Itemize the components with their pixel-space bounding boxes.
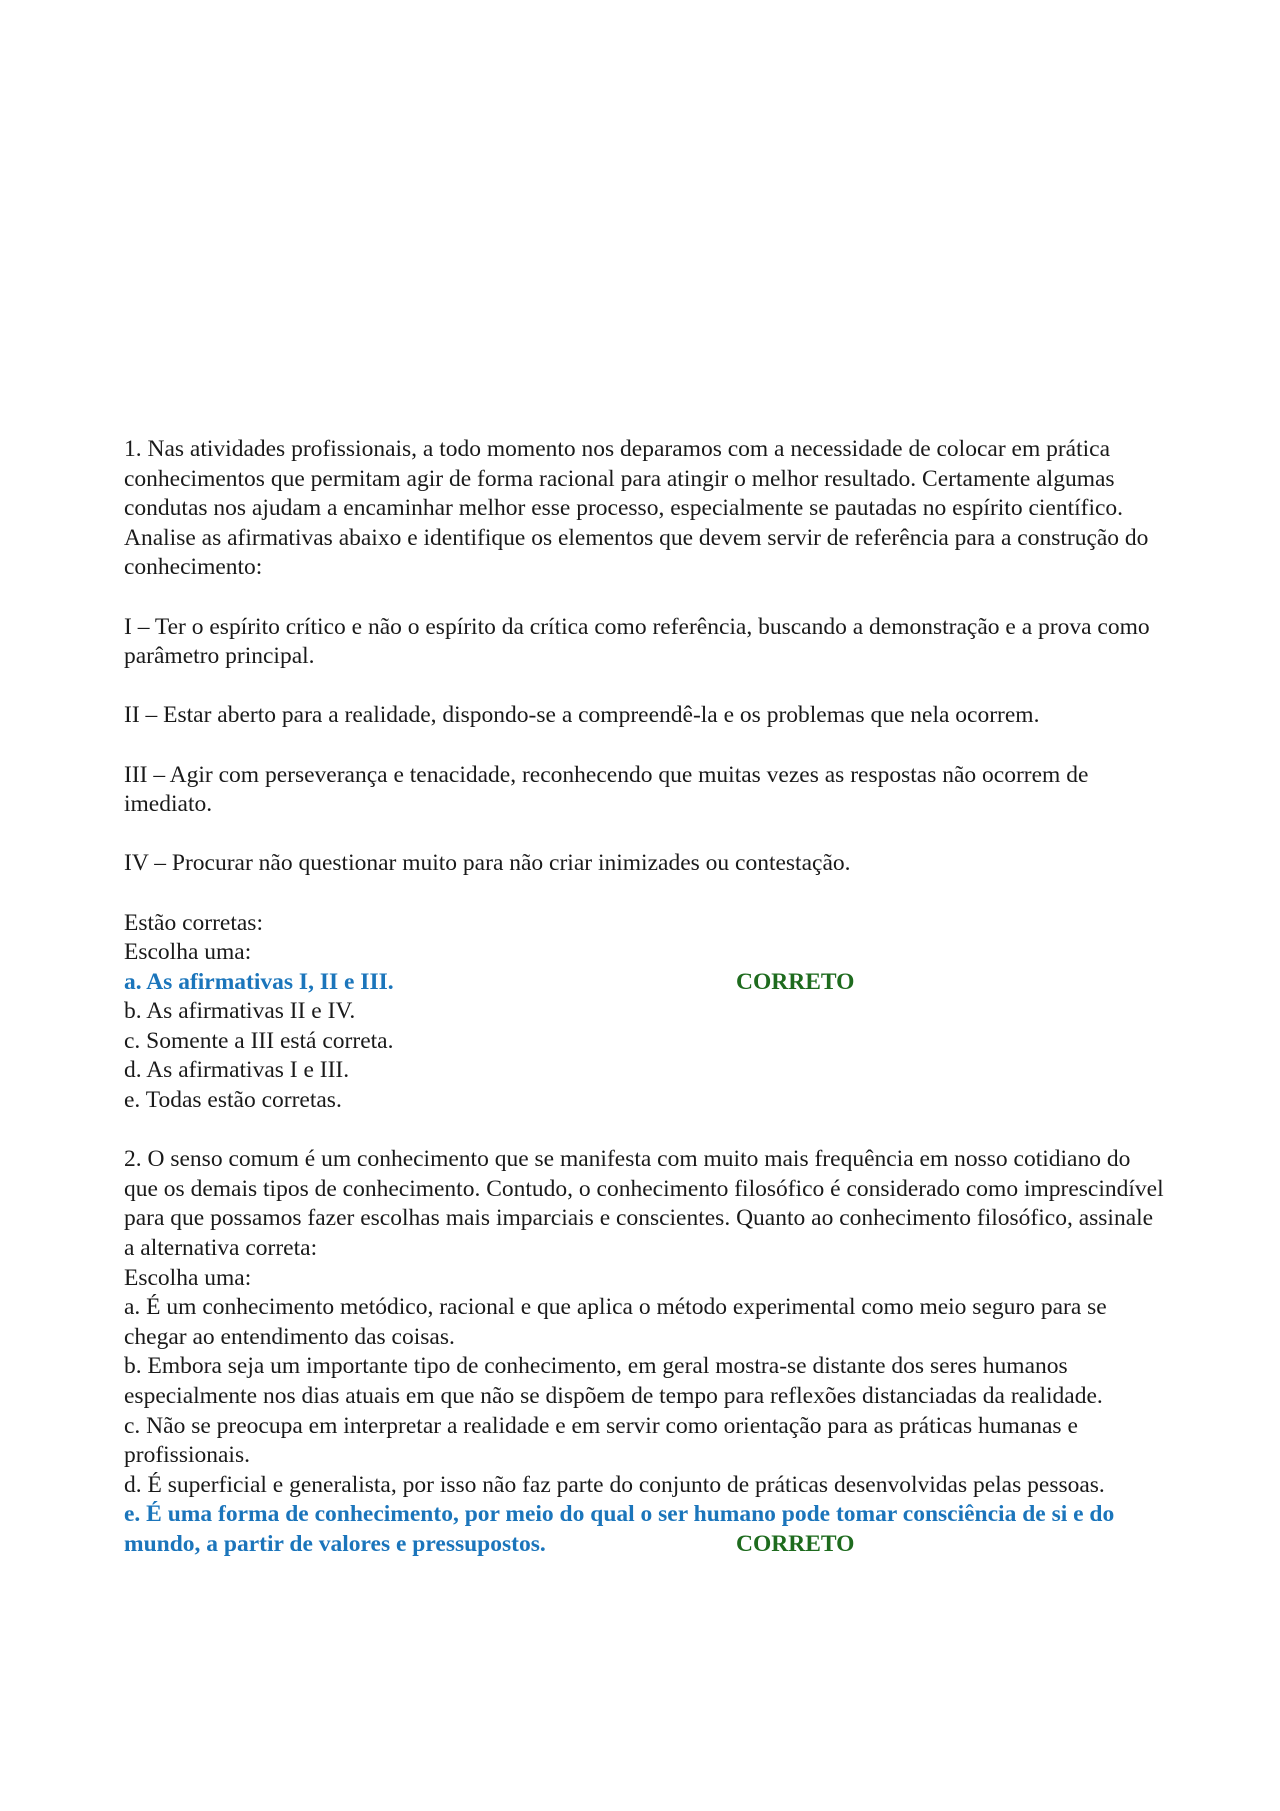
question-1-correct-mark: CORRETO (736, 968, 855, 995)
question-2-option-c[interactable]: c. Não se preocupa em interpretar a realidade e em servir como orientação para as práticas humanas e profissionais. (124, 1412, 1078, 1469)
question-2-correct-mark: CORRETO (736, 1530, 855, 1557)
question-1-statement-4: IV – Procurar não questionar muito para não criar inimizades ou contestação. (124, 850, 851, 877)
question-1-option-c[interactable]: c. Somente a III está correta. (124, 1027, 394, 1054)
question-1-choose-label: Escolha uma: (124, 939, 252, 966)
question-1-option-a[interactable]: a. As afirmativas I, II e III. (124, 968, 394, 995)
spacer (124, 820, 1169, 850)
question-1-statement-2: II – Estar aberto para a realidade, dispondo-se a compreendê-la e os problemas que nela ocorrem. (124, 702, 1040, 729)
question-1-option-e[interactable]: e. Todas estão corretas. (124, 1087, 342, 1114)
spacer (124, 1116, 1169, 1146)
question-1-question: Estão corretas: (124, 909, 263, 936)
question-2-choose-label: Escolha uma: (124, 1264, 252, 1291)
question-2-option-d[interactable]: d. É superficial e generalista, por isso não faz parte do conjunto de práticas desenvolvidas pelas pessoas. (124, 1471, 1105, 1498)
question-1-option-a-row (124, 968, 1169, 998)
question-2-option-e-row (124, 1500, 1169, 1559)
spacer (124, 672, 1169, 702)
question-1-statement-1: I – Ter o espírito crítico e não o espírito da crítica como referência, buscando a demonstração e a prova como parâmetro principal. (124, 613, 1150, 670)
question-2-prompt: 2. O senso comum é um conhecimento que se manifesta com muito mais frequência em nosso cotidiano do que os demais tipos de conhecimento. Contudo, o conhecimento filosófico é considerado como imprescindível para que possamos fazer escolhas mais imparciais e conscientes. Quanto ao conhecimento filosófico, assinale a alternativa correta: (124, 1146, 1164, 1262)
question-1-statement-3: III – Agir com perseverança e tenacidade, reconhecendo que muitas vezes as respostas não ocorrem de imediato. (124, 761, 1089, 818)
question-1-prompt: 1. Nas atividades profissionais, a todo momento nos deparamos com a necessidade de colocar em prática conhecimentos que permitam agir de forma racional para atingir o melhor resultado. Certamente algumas condutas nos ajudam a encaminhar melhor esse processo, especialmente se pautadas no espírito científico. Analise as afirmativas abaixo e identifique os elementos que devem servir de referência para a construção do conhecimento: (124, 436, 1149, 581)
question-1-option-d[interactable]: d. As afirmativas I e III. (124, 1057, 350, 1084)
question-2-option-e[interactable]: e. É uma forma de conhecimento, por meio do qual o ser humano pode tomar consciência de si e do mundo, a partir de valores e pressupostos. (124, 1501, 1115, 1557)
question-1-option-b[interactable]: b. As afirmativas II e IV. (124, 998, 356, 1025)
spacer (124, 879, 1169, 909)
document-body (124, 435, 1169, 1560)
spacer (124, 583, 1169, 613)
spacer (124, 731, 1169, 761)
question-2-option-a[interactable]: a. É um conhecimento metódico, racional e que aplica o método experimental como meio seguro para se chegar ao entendimento das coisas. (124, 1294, 1107, 1350)
question-2-option-b[interactable]: b. Embora seja um importante tipo de conhecimento, em geral mostra-se distante dos seres humanos especialmente nos dias atuais em que não se dispõem de tempo para reflexões distanciadas da realidade. (124, 1353, 1103, 1409)
